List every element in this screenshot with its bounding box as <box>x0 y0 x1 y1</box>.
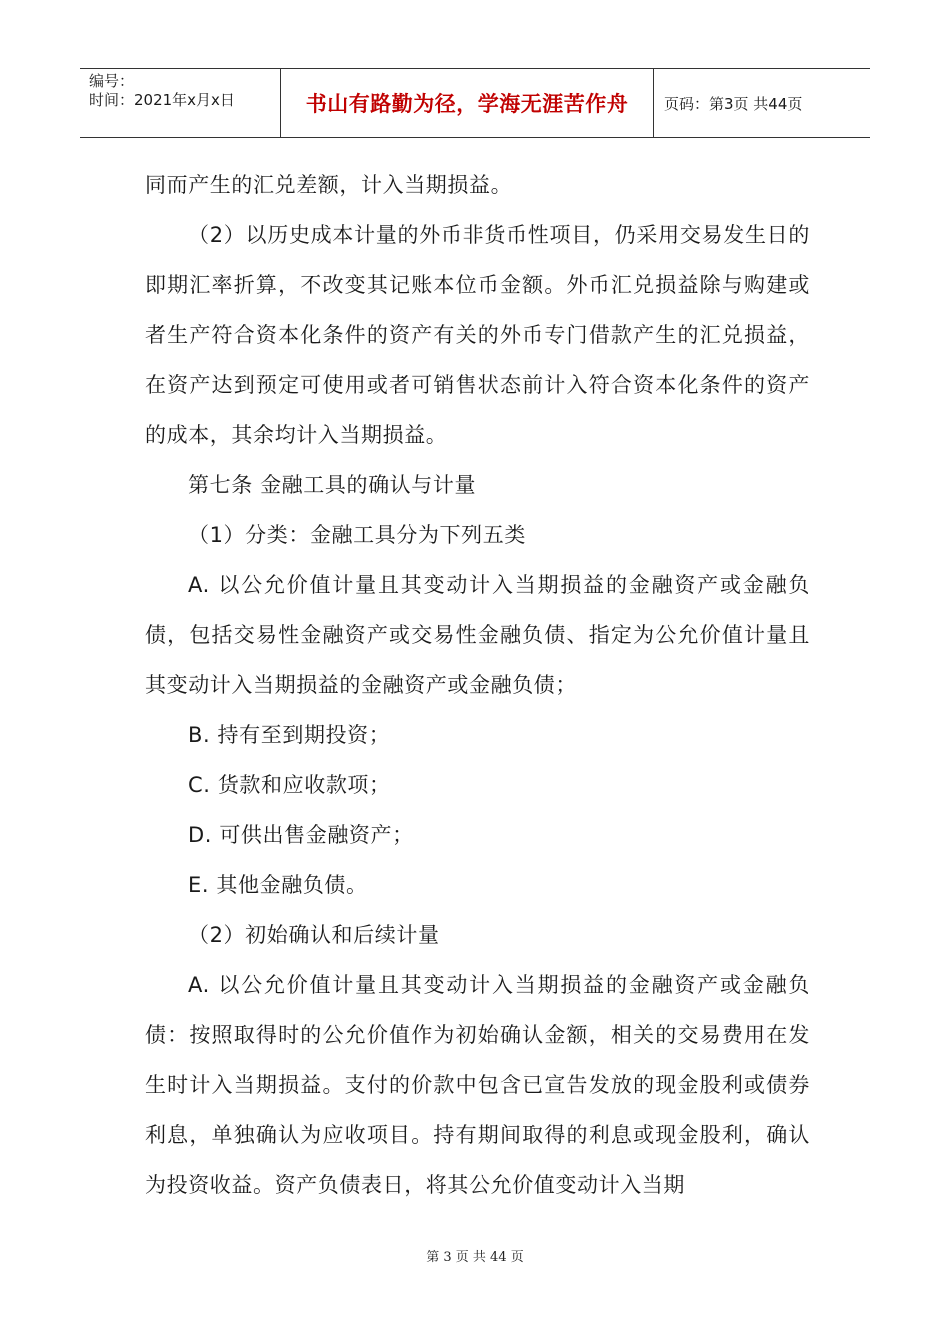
header-page-code-cell <box>654 69 870 137</box>
body-paragraph: （2）以历史成本计量的外币非货币性项目，仍采用交易发生日的即期汇率折算，不改变其记账本位币金额。外币汇兑损益除与购建或者生产符合资本化条件的资产有关的外币专门借款产生的汇兑损益，在资产达到预定可使用或者可销售状态前计入符合资本化条件的资产的成本，其余均计入当期损益。 <box>145 223 810 447</box>
document-body <box>145 160 810 1210</box>
number-label: 编号： <box>89 72 135 90</box>
body-paragraph: D. 可供出售金融资产； <box>188 823 414 847</box>
page-code: 页码：第3页 共44页 <box>664 94 803 113</box>
body-paragraph: E. 其他金融负债。 <box>188 873 368 897</box>
body-paragraph: 第七条 金融工具的确认与计量 <box>188 473 477 497</box>
header-motto-cell <box>281 69 654 137</box>
body-paragraph: B. 持有至到期投资； <box>188 723 391 747</box>
motto-text: 书山有路勤为径，学海无涯苦作舟 <box>305 92 629 116</box>
document-header <box>80 68 870 138</box>
body-paragraph: 同而产生的汇兑差额，计入当期损益。 <box>145 173 513 197</box>
header-meta <box>80 69 281 137</box>
body-paragraph: （2）初始确认和后续计量 <box>188 923 440 947</box>
body-paragraph: C. 货款和应收款项； <box>188 773 391 797</box>
time-label: 时间：2021年x月x日 <box>89 91 235 109</box>
page-footer: 第 3 页 共 44 页 <box>426 1250 524 1265</box>
body-paragraph: A. 以公允价值计量且其变动计入当期损益的金融资产或金融负债，包括交易性金融资产或交易性金融负债、指定为公允价值计量且其变动计入当期损益的金融资产或金融负债； <box>145 573 810 697</box>
body-paragraph: （1）分类：金融工具分为下列五类 <box>188 523 526 547</box>
body-paragraph: A. 以公允价值计量且其变动计入当期损益的金融资产或金融负债：按照取得时的公允价值作为初始确认金额，相关的交易费用在发生时计入当期损益。支付的价款中包含已宣告发放的现金股利或债券利息，单独确认为应收项目。持有期间取得的利息或现金股利，确认为投资收益。资产负债表日，将其公允价值变动计入当期 <box>145 973 810 1197</box>
